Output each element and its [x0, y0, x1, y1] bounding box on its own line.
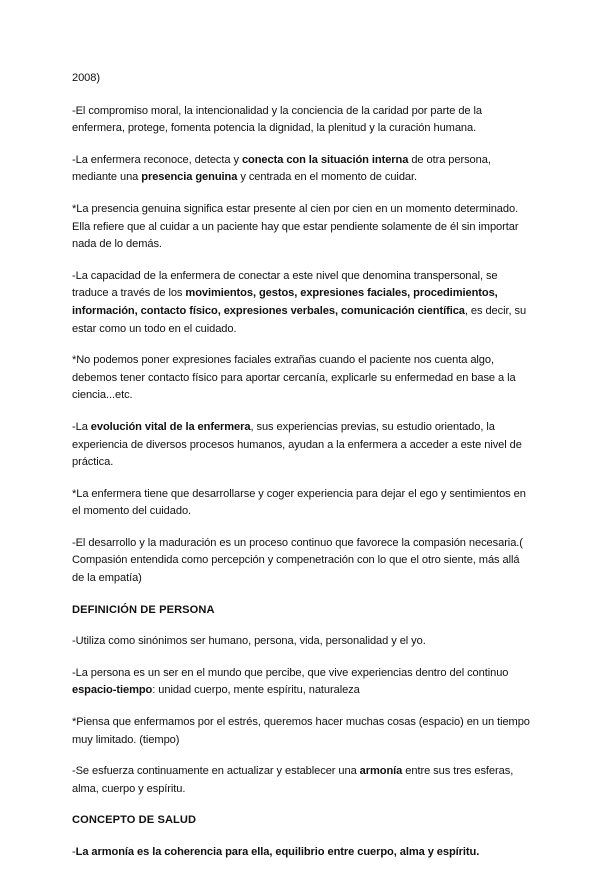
text-run: -La enfermera reconoce, detecta y: [72, 153, 242, 166]
paragraph-person-space-time: [72, 665, 534, 700]
bold-text: armonía: [359, 765, 403, 778]
bold-text: movimientos, gestos, expresiones faciales, procedimientos, información, contacto físico, expresiones verbales, comunicación científica: [72, 287, 498, 317]
bold-text: presencia genuina: [141, 171, 238, 184]
text-run: y centrada en el momento de cuidar.: [237, 171, 418, 184]
paragraph-synonyms: -Utiliza como sinónimos ser humano, persona, vida, personalidad y el yo.: [72, 635, 426, 648]
text-run: -La persona es un ser en el mundo que percibe, que vive experiencias dentro del continuo: [72, 666, 509, 679]
paragraph-moral-commitment: -El compromiso moral, la intencionalidad y la conciencia de la caridad por parte de la enfermera, protege, fomenta potencia la dignidad, la plenitud y la curación humana.: [72, 104, 482, 135]
text-run: -Se esfuerza continuamente en actualizar y establecer una: [72, 765, 360, 778]
bold-text: conecta con la situación interna: [241, 153, 409, 166]
paragraph-vital-evolution: [72, 419, 534, 472]
text-run: de otra persona, mediante una: [72, 153, 491, 184]
paragraph-development-compassion: -El desarrollo y la maduración es un proceso continuo que favorece la compasión necesaria.( Compasión entendida como percepción y compenetración con lo que el otro siente, más allá de la empatía): [72, 536, 523, 585]
text-run: , es decir, su estar como un todo en el cuidado.: [72, 304, 527, 335]
text-run: -La: [72, 420, 91, 433]
text-run: : unidad cuerpo, mente espíritu, naturaleza: [152, 684, 360, 697]
bold-text: evolución vital de la enfermera: [90, 420, 251, 433]
text-run: entre sus tres esferas, alma, cuerpo y espíritu.: [72, 765, 514, 795]
paragraph-facial-expressions-note: *No podemos poner expresiones faciales extrañas cuando el paciente nos cuenta algo, debemos tener contacto físico para aportar cercanía, explicarle su enfermedad en base a la ciencia...etc.: [72, 354, 516, 402]
document-page: [72, 70, 534, 876]
text-run: -: [72, 846, 76, 858]
paragraph-citation-end: 2008): [72, 72, 100, 84]
paragraph-stress-note: *Piensa que enfermamos por el estrés, queremos hacer muchas cosas (espacio) en un tiempo muy limitado. (tiempo): [72, 716, 530, 746]
paragraph-harmony: [72, 763, 534, 798]
text-run: , sus experiencias previas, su estudio orientado, la experiencia de diversos procesos humanos, ayudan a la enfermera a acceder a este nivel de práctica.: [72, 420, 522, 469]
bold-text: La armonía es la coherencia para ella, equilibrio entre cuerpo, alma y espíritu.: [75, 846, 480, 858]
paragraph-connect-internal-situation: [72, 152, 534, 187]
paragraph-genuine-presence-note: *La presencia genuina significa estar presente al cien por cien en un momento determinado. Ella refiere que al cuidar a un paciente hay que estar pendiente solamente de él sin importar nada de lo demás.: [72, 202, 519, 251]
paragraph-experience-note: *La enfermera tiene que desarrollarse y coger experiencia para dejar el ego y sentimientos en el momento del cuidado.: [72, 487, 526, 518]
section-heading-salud: CONCEPTO DE SALUD: [72, 814, 197, 827]
paragraph-transpersonal-capacity: [72, 268, 534, 338]
paragraph-health-definition: [72, 844, 534, 862]
section-heading-persona: DEFINICIÓN DE PERSONA: [72, 603, 215, 616]
bold-text: espacio-tiempo: [72, 684, 153, 697]
text-run: -La capacidad de la enfermera de conectar a este nivel que denomina transpersonal, se traduce a través de los: [72, 269, 498, 300]
